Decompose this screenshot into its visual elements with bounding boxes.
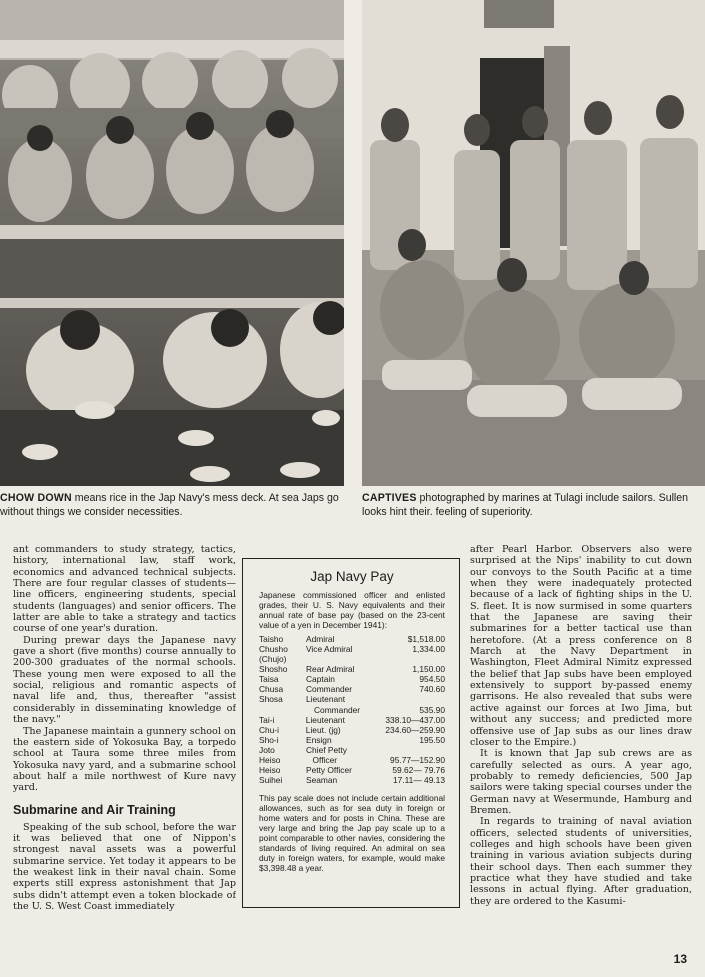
pay-amount: 954.50	[419, 674, 445, 685]
us-rank: Rear Admiral	[306, 664, 355, 675]
pay-row	[259, 705, 445, 715]
us-rank: Lieutenant	[305, 714, 345, 725]
pay-amount: 59.62— 79.76	[392, 764, 445, 775]
pay-scale-box	[242, 558, 460, 908]
page-number: 13	[673, 952, 687, 966]
jp-rank: Chusa	[259, 684, 284, 695]
jp-rank: Chusho	[259, 644, 288, 655]
paragraph: ant commanders to study strategy, tactics, history, international law, staff work, economics and advanced technical subjects. There are four regular classes of students—line officers, engineering students, special students (languages) and senior officers. The latter are able to take a strategy and tactics course of one year's duration.	[13, 544, 236, 635]
jp-rank: Shosa	[259, 694, 283, 705]
pay-row	[259, 644, 445, 654]
pay-row	[259, 694, 445, 704]
paragraph: The Japanese maintain a gunnery school on the eastern side of Yokosuka Bay, a torpedo school at Taura some three miles from Yokosuka navy yard, and a submarine school about half a mile northwest of Kure navy yard.	[13, 725, 236, 794]
jp-rank: (Chujo)	[259, 654, 287, 665]
pay-row	[259, 765, 445, 775]
pay-row	[259, 745, 445, 755]
paragraph: Speaking of the sub school, before the war it was believed that one of Nippon's strongest naval assets was a powerful submarine service. Yet today it appears to be the weakest link in their naval chain. Some experts still express astonishment that Jap subs didn't attempt even a token blockade of the U. S. West Coast immediately	[13, 821, 236, 912]
us-rank: Ensign	[306, 734, 332, 745]
pay-row	[259, 664, 445, 674]
pay-row	[259, 775, 445, 785]
jp-rank: Heiso	[259, 754, 281, 765]
caption-mess-deck	[0, 491, 344, 527]
pay-amount: 234.60—259.90	[385, 724, 445, 735]
pay-amount: 740.60	[419, 684, 445, 695]
us-rank: Chief Petty	[306, 744, 347, 755]
pay-row	[259, 684, 445, 694]
pay-amount: 17.11— 49.13	[393, 774, 445, 785]
pay-amount: $1,518.00	[407, 634, 445, 645]
paragraph: after Pearl Harbor. Observers also were surprised at the Nips' inability to cut down our convoys to the South Pacific at a time when they were inadequately protected because of a lack of fighting ships in the U. S. fleet. It is now surmised in some quarters that the Japanese are saving their submarines for a better tactical use than heretofore. (At a press conference on 8 March at the Navy Department in Washington, Fleet Admiral Nimitz expressed the belief that Jap subs have been employed extensively to support by-passed enemy garrisons. He also revealed that subs were active against our forces at Iwo Jima, but without any success; and predicted more offensive use of Jap subs as our lines draw closer to the Empire.)	[470, 544, 692, 748]
jp-rank: Suihei	[259, 774, 283, 785]
paragraph: It is known that Jap sub crews are as carefully selected as ours. A year ago, probably to remedy deficiencies, 500 Jap sailors were taking special courses under the German navy at Wesermunde, Hamburg and Bremen.	[470, 748, 692, 816]
jp-rank: Joto	[259, 744, 275, 755]
us-rank: Captain	[306, 674, 335, 685]
us-rank: Seaman	[306, 774, 338, 785]
jp-rank: Taisho	[259, 634, 284, 645]
us-rank: Lieut. (jg)	[305, 724, 341, 735]
jp-rank: Sho-i	[259, 734, 279, 745]
jp-rank: Chu-i	[259, 724, 280, 735]
mess-deck-photo	[0, 0, 344, 486]
pay-amount: 535.90	[419, 704, 445, 715]
pay-row	[259, 674, 445, 684]
pay-box-intro: Japanese commissioned officer and enlisted grades, their U. S. Navy equivalents and their annual rate of base pay (based on the 23-cent value of a yen in December 1941):	[259, 590, 445, 631]
pay-row	[259, 755, 445, 765]
pay-amount	[386, 654, 445, 664]
caption-lead: CAPTIVES	[362, 492, 417, 504]
jp-rank	[259, 705, 306, 715]
us-rank	[306, 654, 386, 664]
pay-amount	[386, 745, 445, 755]
jp-rank: Heiso	[259, 764, 281, 775]
jp-rank: Shosho	[259, 664, 288, 675]
caption-lead: CHOW DOWN	[0, 492, 72, 504]
pay-amount: 1,150.00	[412, 664, 445, 675]
pay-row	[259, 735, 445, 745]
pay-box-title: Jap Navy Pay	[310, 569, 394, 584]
us-rank: Commander	[314, 704, 361, 715]
us-rank: Officer	[312, 754, 338, 765]
pay-table	[259, 634, 445, 785]
caption-captives	[362, 491, 705, 527]
pay-row	[259, 654, 445, 664]
caption-text: means rice in the Jap Navy's mess deck. At sea Japs go without things we consider necessities.	[0, 492, 339, 518]
us-rank: Vice Admiral	[306, 644, 353, 655]
jp-rank: Tai-i	[259, 714, 275, 725]
pay-row	[259, 715, 445, 725]
us-rank: Admiral	[306, 634, 335, 645]
caption-text: photographed by marines at Tulagi include sailors. Sullen looks hint their. feeling of superiority.	[362, 492, 689, 518]
right-column	[470, 544, 692, 962]
jp-rank: Taisa	[259, 674, 279, 685]
us-rank: Lieutenant	[306, 694, 346, 705]
pay-amount: 338.10—437.00	[385, 714, 445, 725]
pay-box-note: This pay scale does not include certain additional allowances, such as for sea duty in foreign or home waters and for posts in China. These are very large and bring the Jap pay scale up to a point comparable to other navies, considering the standards of living required. An admiral on sea duty in foreign waters, for example, would make $3,398.48 a year.	[259, 792, 445, 874]
pay-row	[259, 725, 445, 735]
pay-amount: 95.77—152.90	[390, 754, 445, 765]
captives-photo	[362, 0, 705, 486]
pay-amount: 1,334.00	[412, 644, 445, 655]
us-rank: Petty Officer	[306, 764, 352, 775]
left-column	[13, 544, 236, 962]
section-heading: Submarine and Air Training	[13, 802, 176, 817]
pay-amount: 195.50	[419, 734, 445, 745]
paragraph: During prewar days the Japanese navy gave a short (five months) course annually to 200-300 graduates of the normal schools. These young men were exposed to all the social, religious and romantic aspects of naval life and, thus, thereafter "assist considerably in disseminating knowledge of the navy."	[13, 634, 236, 726]
us-rank: Commander	[306, 684, 353, 695]
paragraph: In regards to training of naval aviation officers, selected students of universities, colleges and high schools have been given training in various aviation subjects during their school days. Then each summer they practice what they have studied and take lessons in actual flying. After graduation, they are ordered to the Kasumi-	[470, 816, 692, 907]
pay-amount	[386, 694, 445, 704]
pay-row	[259, 634, 445, 644]
